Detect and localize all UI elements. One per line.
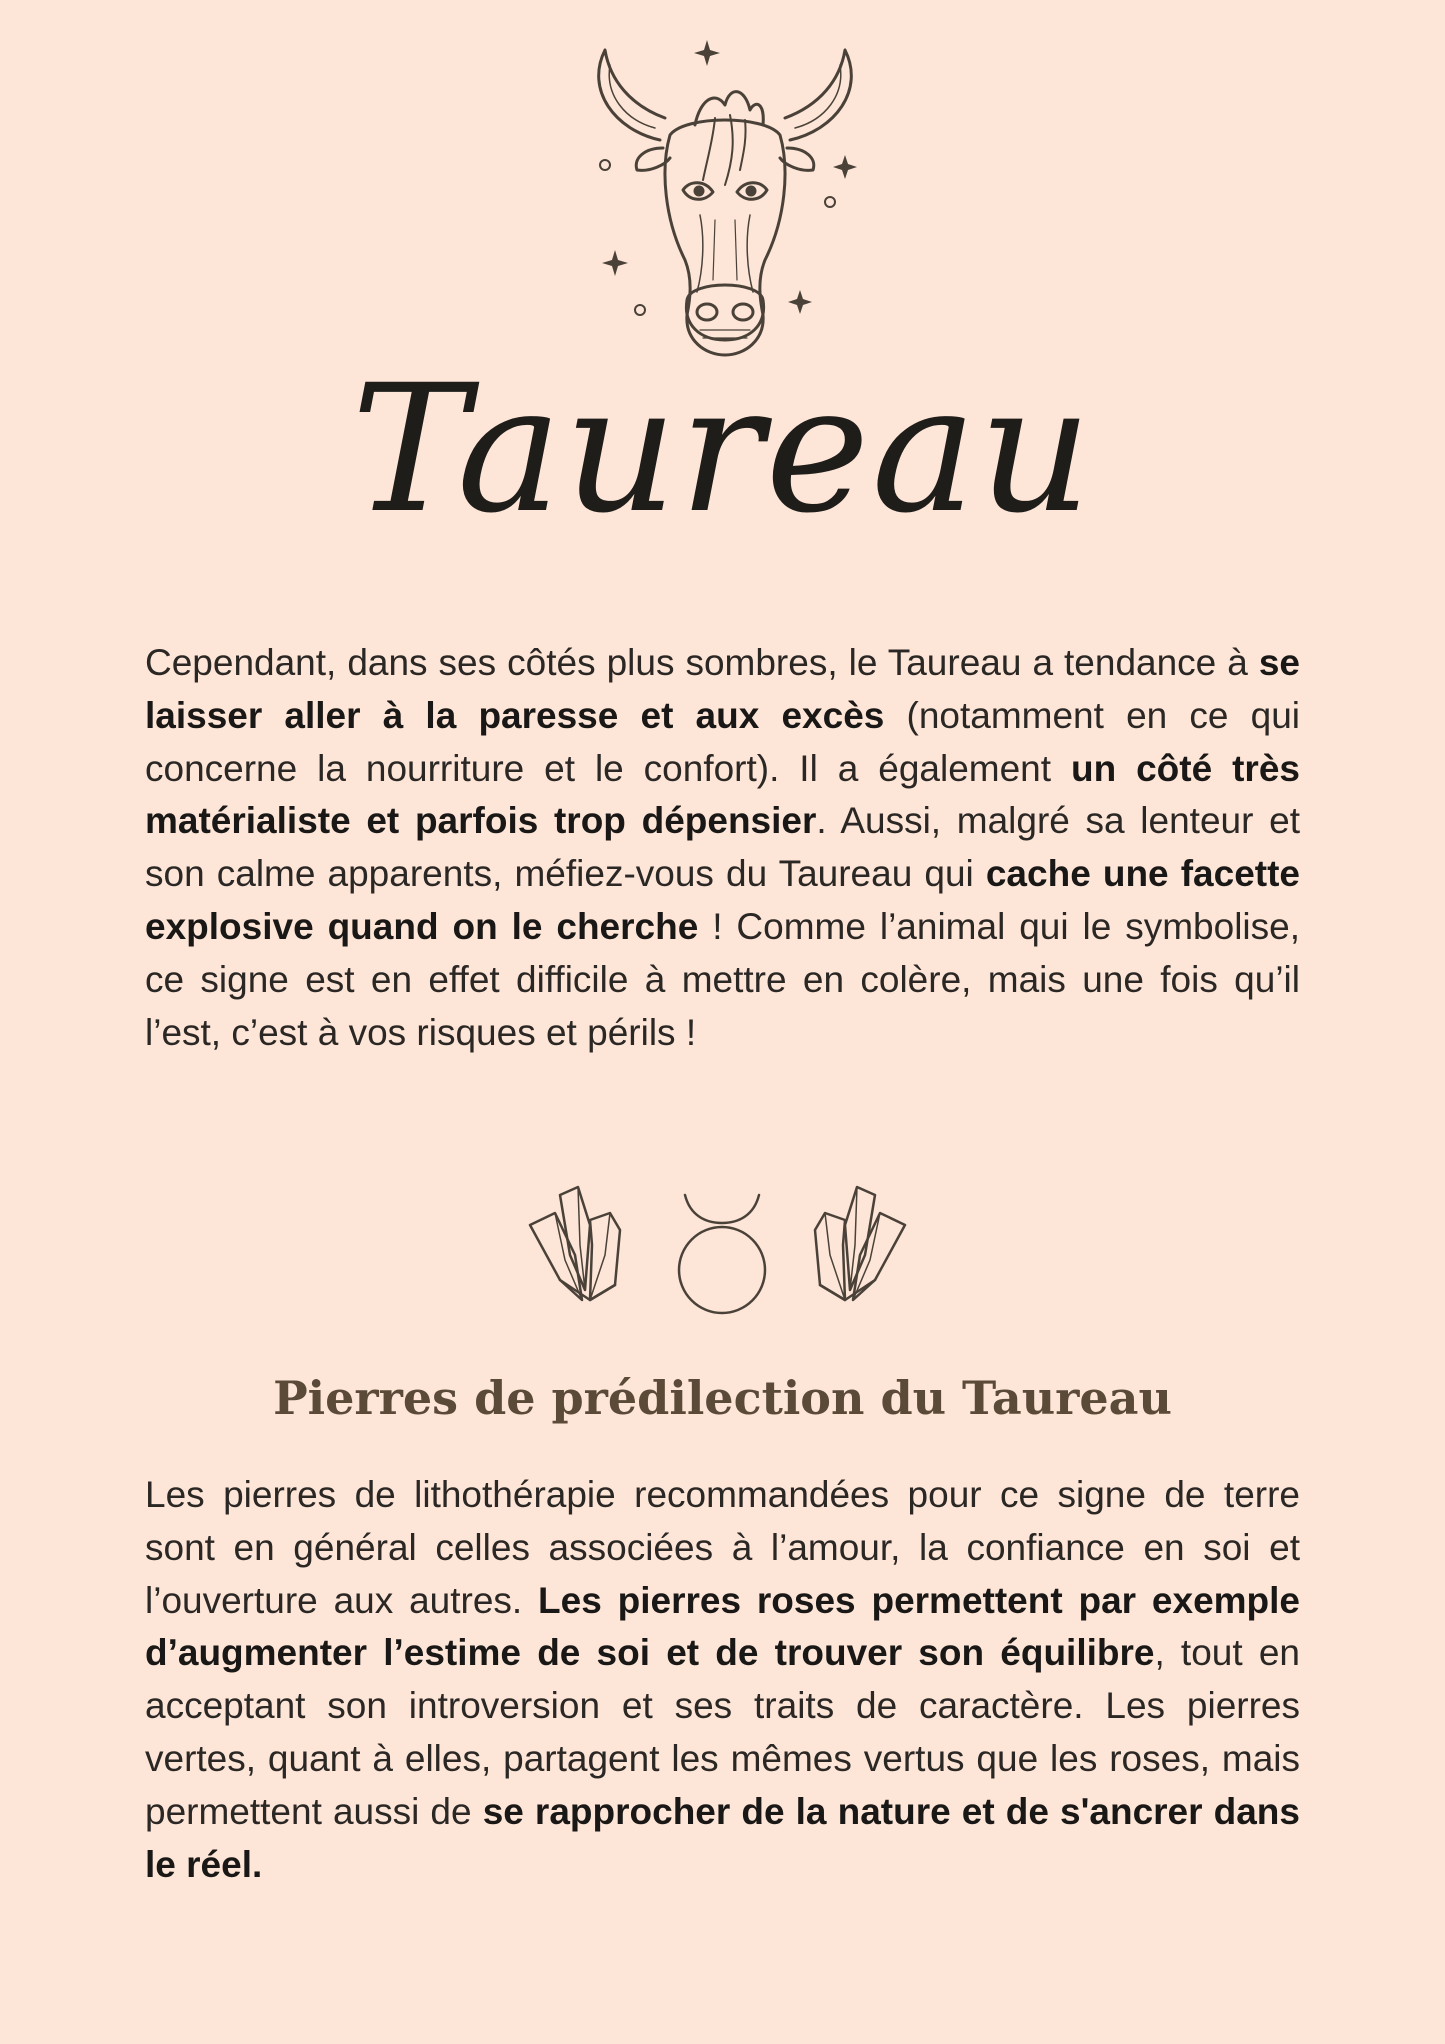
- bull-head-illustration: [575, 30, 875, 370]
- paragraph2-run: Les pierres de lithothérapie recommandées pour ce signe de terre sont en général celles associées à l’amour, la confiance en soi et l’ouverture aux autres.: [145, 1474, 1300, 1621]
- paragraph1-run: Cependant, dans ses côtés plus sombres, le Taureau a tendance à: [145, 642, 1259, 683]
- crystal-cluster-icon: [815, 1187, 905, 1300]
- paragraph1-run: (notamment en ce qui concerne la nourriture et le confort). Il a également: [145, 694, 1300, 789]
- paragraph1-emphasis: se laisser aller à la paresse et aux excès: [145, 642, 1300, 736]
- paragraph1-emphasis: un côté très matérialiste et parfois trop dépensier: [145, 747, 1300, 842]
- section-heading: Pierres de prédilection du Taureau: [273, 1371, 1172, 1425]
- stones-paragraph: [145, 1469, 1300, 1891]
- taurus-glyph-icon: [679, 1195, 765, 1313]
- paragraph1-run: . Aussi, malgré sa lenteur et son calme apparents, méfiez-vous du Taureau qui: [145, 800, 1300, 895]
- crystal-cluster-icon: [530, 1187, 620, 1300]
- paragraph1-emphasis: cache une facette explosive quand on le cherche: [145, 853, 1301, 947]
- paragraph2-run: , tout en acceptant son introversion et ses traits de caractère. Les pierres vertes, quant à elles, partagent les mêmes vertus que les roses, mais permettent aussi de: [145, 1632, 1300, 1832]
- paragraph2-emphasis: Les pierres roses permettent par exemple d’augmenter l’estime de soi et de trouver son équilibre: [145, 1579, 1301, 1674]
- description-paragraph: [145, 637, 1300, 1059]
- decorative-symbols: [520, 1185, 925, 1325]
- paragraph1-run: ! Comme l’animal qui le symbolise, ce signe est en effet difficile à mettre en colère, mais une fois qu’il l’est, c’est à vos risques et périls !: [145, 905, 1300, 1053]
- page-title: Taureau: [351, 347, 1094, 552]
- paragraph2-emphasis: se rapprocher de la nature et de s'ancrer dans le réel.: [145, 1790, 1300, 1885]
